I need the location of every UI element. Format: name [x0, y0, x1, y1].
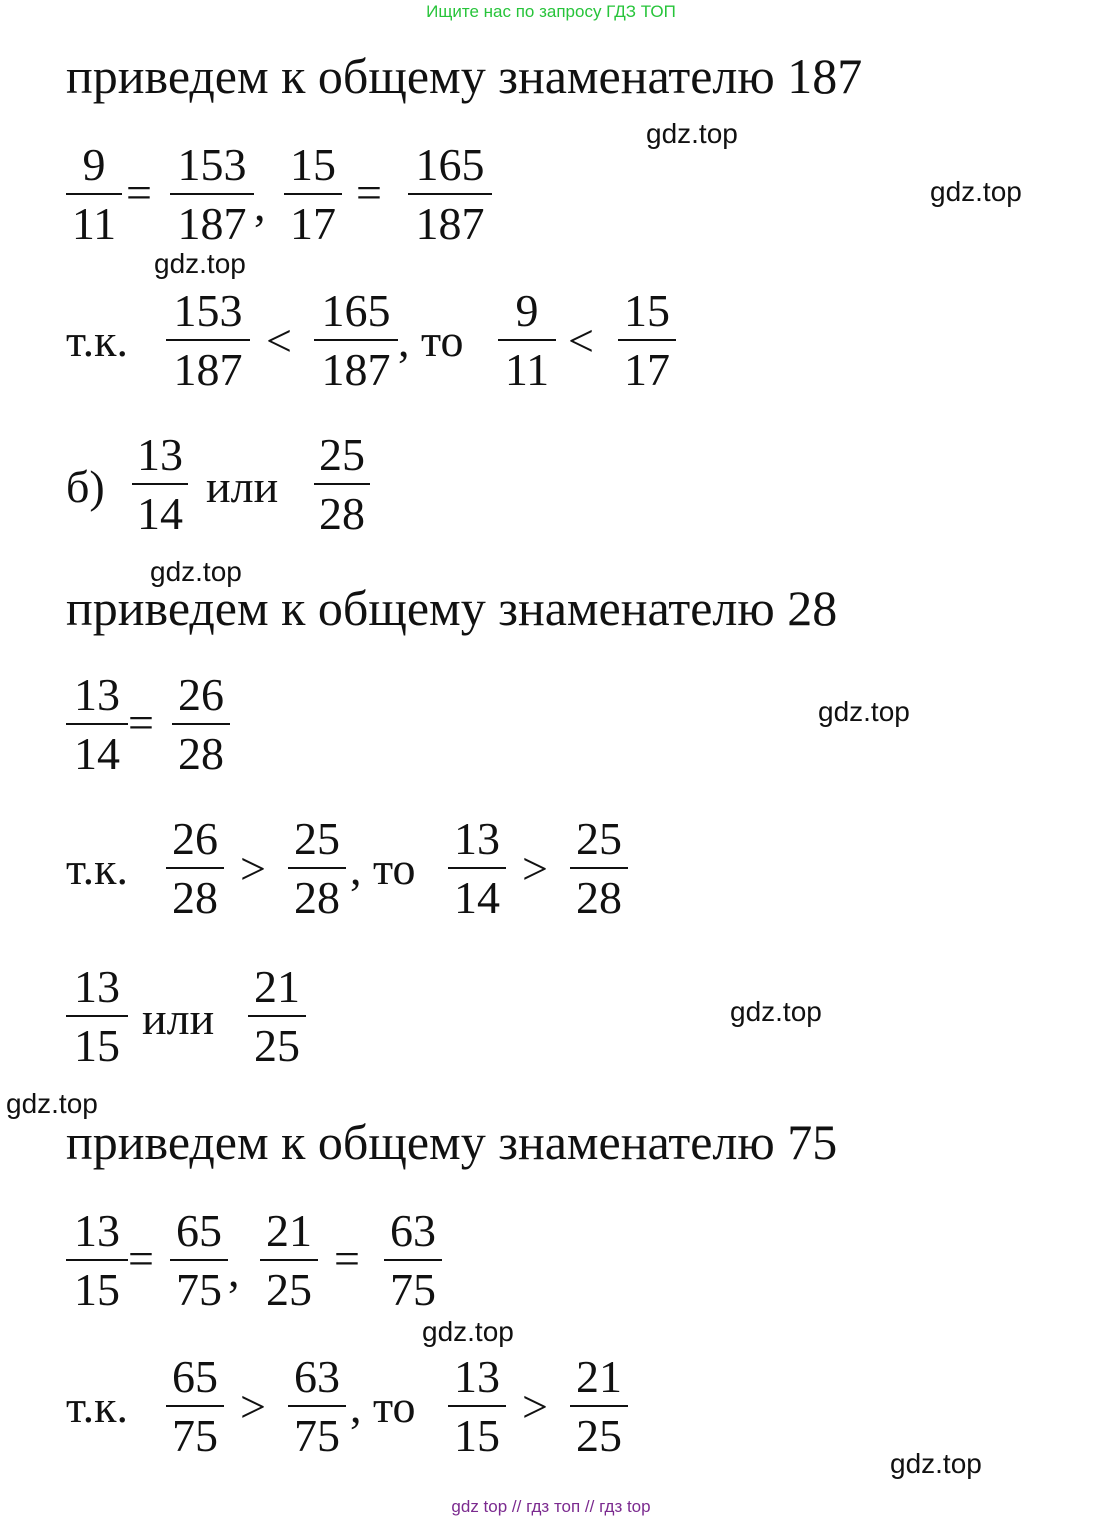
fraction: 25 28	[288, 814, 346, 923]
greater-than-sign: >	[522, 843, 548, 894]
fraction: 13 14	[448, 814, 506, 923]
equals-sign: =	[356, 167, 382, 218]
greater-than-sign: >	[240, 843, 266, 894]
equals-sign: =	[128, 1233, 154, 1284]
fraction: 26 28	[166, 814, 224, 923]
fraction: 25 28	[570, 814, 628, 923]
less-than-sign: <	[266, 315, 292, 366]
fraction: 13 15	[448, 1352, 506, 1461]
fraction: 21 25	[260, 1206, 318, 1315]
fraction: 15 17	[618, 286, 676, 395]
heading-common-denominator-187: приведем к общему знаменателю 187	[66, 48, 863, 104]
fraction: 13 14	[66, 670, 128, 779]
since-label: т.к.	[66, 843, 128, 894]
then-label: , то	[398, 315, 464, 366]
less-than-sign: <	[568, 315, 594, 366]
watermark: gdz.top	[730, 996, 822, 1027]
watermark: gdz.top	[818, 696, 910, 727]
fraction: 9 11	[498, 286, 556, 395]
watermark: gdz.top	[646, 118, 738, 149]
greater-than-sign: >	[240, 1381, 266, 1432]
since-label: т.к.	[66, 315, 128, 366]
heading-common-denominator-28: приведем к общему знаменателю 28	[66, 580, 838, 636]
fraction: 63 75	[288, 1352, 346, 1461]
fraction: 26 28	[172, 670, 230, 779]
top-banner: Ищите нас по запросу ГДЗ ТОП	[426, 2, 676, 21]
fraction: 9 11	[66, 140, 122, 249]
or-label: или	[206, 461, 279, 512]
fraction: 21 25	[570, 1352, 628, 1461]
fraction: 25 28	[314, 430, 370, 539]
fraction: 13 15	[66, 1206, 128, 1315]
heading-common-denominator-75: приведем к общему знаменателю 75	[66, 1114, 838, 1170]
watermark: gdz.top	[6, 1088, 98, 1119]
fraction: 15 17	[284, 140, 342, 249]
watermark: gdz.top	[890, 1448, 982, 1479]
watermark: gdz.top	[154, 248, 246, 279]
fraction: 13 14	[132, 430, 188, 539]
then-label: , то	[350, 843, 416, 894]
watermark: gdz.top	[930, 176, 1022, 207]
fraction: 65 75	[166, 1352, 224, 1461]
or-label: или	[142, 993, 215, 1044]
comma: ,	[228, 1245, 240, 1296]
footer-links: gdz top // гдз топ // гдз top	[451, 1497, 651, 1516]
fraction: 165 187	[408, 140, 492, 249]
fraction: 153 187	[166, 286, 250, 395]
fraction: 65 75	[170, 1206, 228, 1315]
fraction: 153 187	[170, 140, 254, 249]
equals-sign: =	[126, 167, 152, 218]
fraction: 13 15	[66, 962, 128, 1071]
fraction: 165 187	[314, 286, 398, 395]
since-label: т.к.	[66, 1381, 128, 1432]
watermark: gdz.top	[150, 556, 242, 587]
greater-than-sign: >	[522, 1381, 548, 1432]
comma: ,	[254, 179, 266, 230]
equals-sign: =	[334, 1233, 360, 1284]
fraction: 63 75	[384, 1206, 442, 1315]
equals-sign: =	[128, 697, 154, 748]
watermark: gdz.top	[422, 1316, 514, 1347]
then-label: , то	[350, 1381, 416, 1432]
task-b-label: б)	[66, 461, 105, 512]
fraction: 21 25	[248, 962, 306, 1071]
